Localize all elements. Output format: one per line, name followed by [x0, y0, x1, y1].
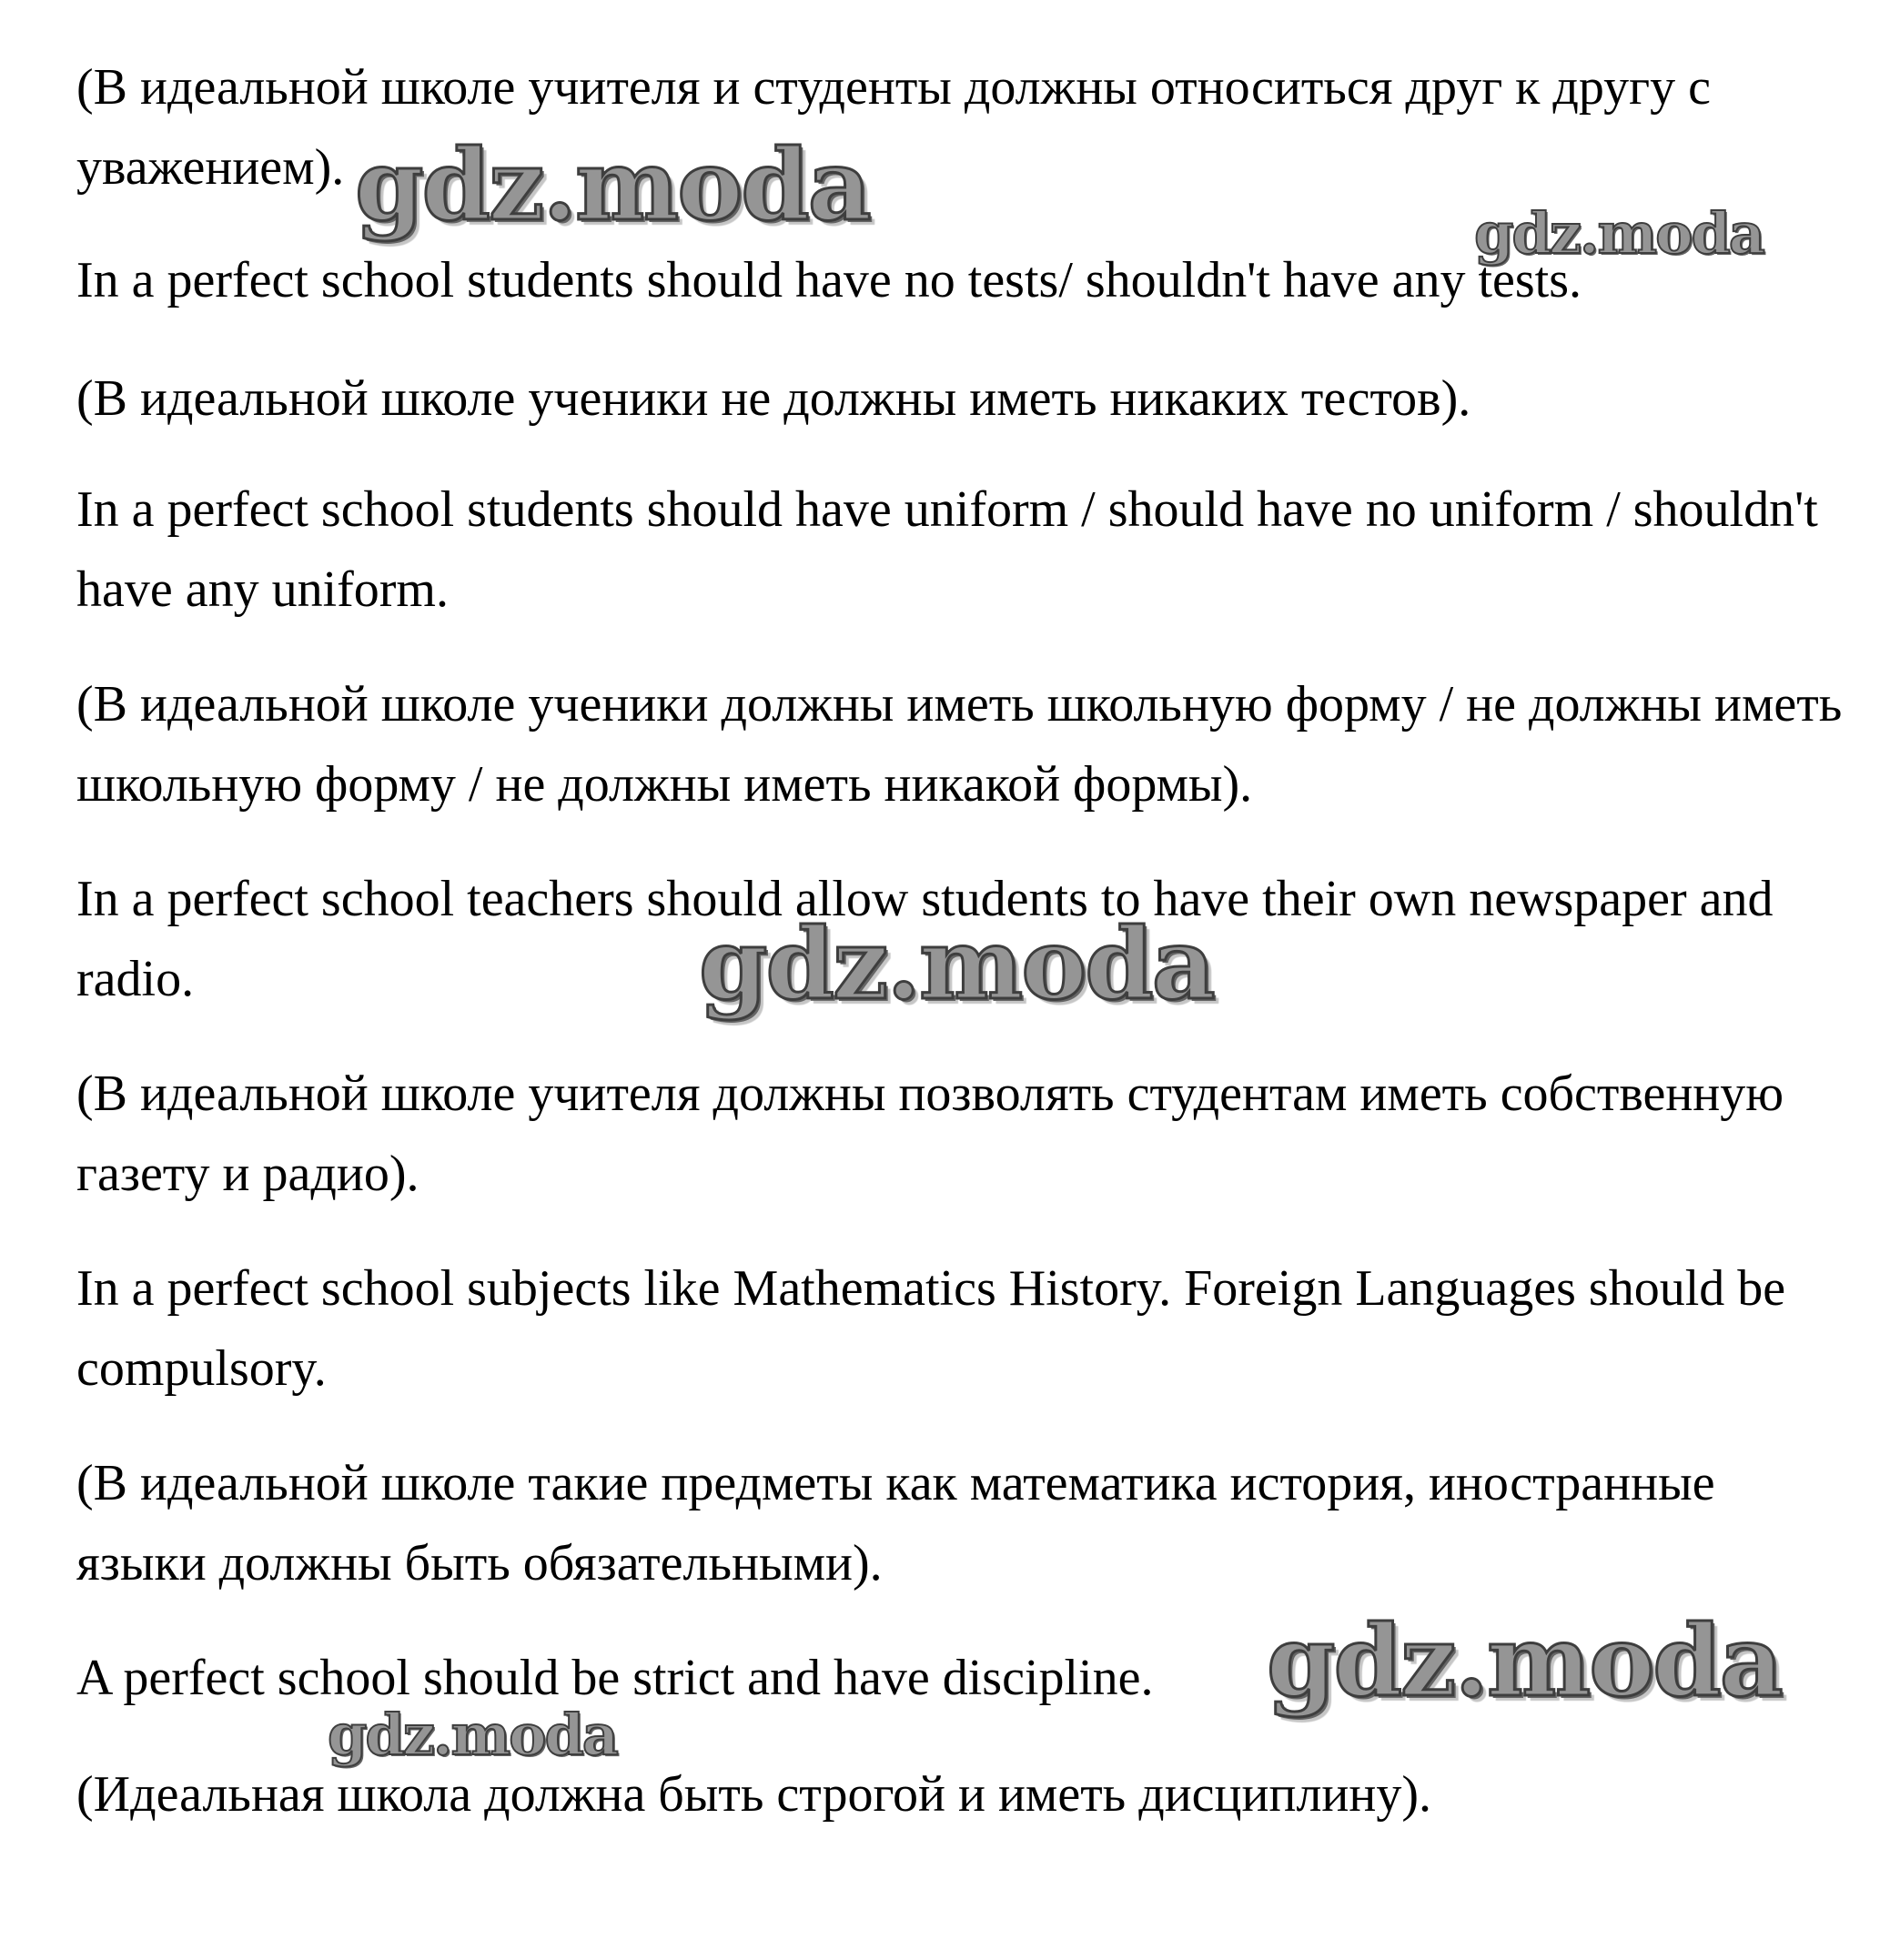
- watermark-logo: gdz.moda: [1474, 200, 1764, 267]
- paragraph-9: (В идеальной школе такие предметы как математика история, иностранные языки должны быть обязательными).: [76, 1455, 1715, 1591]
- paragraph-4: In a perfect school students should have uniform / should have no uniform / shouldn't have any uniform.: [76, 481, 1818, 618]
- paragraph-1: (В идеальной школе учителя и студенты должны относиться друг к другу с уважением).: [76, 59, 1711, 196]
- paragraph-5: (В идеальной школе ученики должны иметь школьную форму / не должны иметь школьную форму / не должны иметь никакой формы).: [76, 676, 1843, 813]
- watermark-logo: gdz.moda: [1267, 1604, 1782, 1719]
- paragraph-3: (В идеальной школе ученики не должны иметь никаких тестов).: [76, 370, 1471, 427]
- paragraph-10: A perfect school should be strict and have discipline.: [76, 1650, 1154, 1706]
- paragraph-2: In a perfect school students should have no tests/ shouldn't have any tests.: [76, 252, 1582, 308]
- watermark-logo: gdz.moda: [328, 1702, 617, 1768]
- paragraph-7: (В идеальной школе учителя должны позволять студентам иметь собственную газету и радио).: [76, 1066, 1784, 1202]
- paragraph-11: (Идеальная школа должна быть строгой и иметь дисциплину).: [76, 1766, 1431, 1823]
- paragraph-8: In a perfect school subjects like Mathematics History. Foreign Languages should be compulsory.: [76, 1260, 1786, 1397]
- watermark-logo: gdz.moda: [355, 128, 870, 243]
- paragraph-6: In a perfect school teachers should allow students to have their own newspaper and radio.: [76, 871, 1774, 1007]
- watermark-logo: gdz.moda: [699, 907, 1214, 1022]
